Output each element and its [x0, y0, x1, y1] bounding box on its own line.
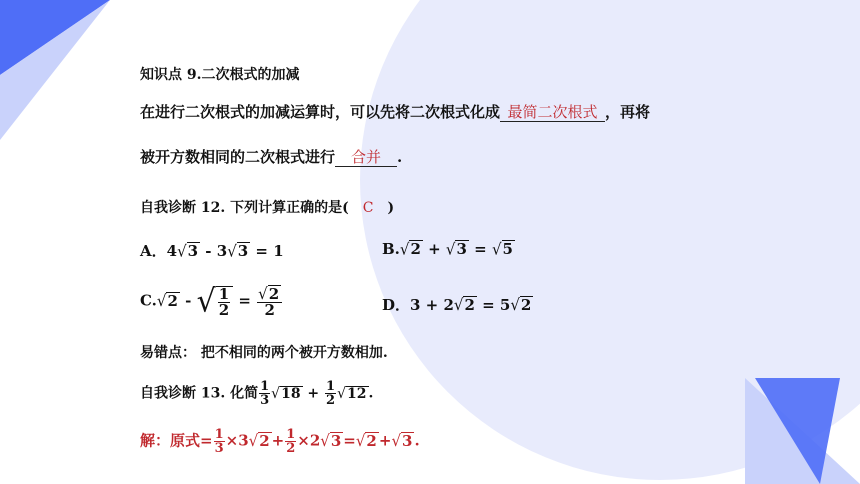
op: =	[233, 291, 257, 310]
op: -	[179, 291, 197, 310]
frac-num: 1	[214, 427, 224, 442]
radicand: 2	[167, 291, 178, 310]
radicand: 3	[402, 431, 413, 450]
period: .	[368, 385, 374, 402]
op: =	[343, 431, 356, 450]
option-d: D．3 + 2√2 = 5√2	[382, 295, 532, 315]
radicand: 2	[268, 284, 280, 303]
radicand: 3	[237, 242, 249, 260]
option-c: C.√2 - √ $\frac{1}{2}$ = $\frac{√2}{2}$	[140, 284, 283, 319]
concept-text-4: .	[397, 148, 403, 166]
option-c-label: C.	[140, 291, 157, 310]
result: 1	[273, 242, 284, 260]
section-heading: 知识点 9.二次根式的加减	[140, 67, 300, 83]
q12-close: )	[387, 200, 395, 216]
radicand: 2	[520, 296, 532, 314]
option-a-label: A．	[140, 242, 167, 260]
op: +	[420, 296, 444, 314]
blank-answer-1: 最简二次根式	[500, 103, 605, 122]
concept-text-3: 被开方数相同的二次根式进行	[140, 148, 336, 166]
frac-den: 2	[286, 441, 296, 456]
frac-den: 3	[214, 441, 224, 456]
coef: 5	[499, 296, 511, 314]
blank-answer-2: 合并	[335, 148, 397, 167]
question-13: 自我诊断 13. 化简 $\frac{1}{3}$ √18 + $\frac{1}{2}$ √12 .	[140, 379, 374, 408]
term: 3	[410, 296, 421, 314]
option-d-label: D．	[382, 296, 411, 314]
q12-answer: C	[362, 200, 374, 216]
frac-num: 1	[286, 427, 296, 442]
frac-den: 2	[218, 300, 230, 319]
radicand: 2	[410, 240, 421, 258]
solution-label: 解：原式=	[140, 431, 213, 450]
concept-text-1: 在进行二次根式的加减运算时，可以先将二次根式化成	[140, 103, 501, 121]
radicand: 12	[347, 385, 367, 402]
frac-num: 1	[260, 379, 270, 394]
radicand: 3	[330, 431, 342, 450]
period: .	[414, 431, 420, 450]
radicand: 5	[502, 240, 513, 258]
coef: 3	[216, 242, 228, 260]
radicand: 3	[187, 242, 199, 260]
solution: 解：原式= $\frac{1}{3}$ ×3√2 + $\frac{1}{2}$ ×2√3 =√2 +√3 .	[140, 427, 420, 456]
frac-num: 1	[326, 379, 336, 394]
op: +	[302, 385, 325, 402]
radicand: 2	[366, 431, 377, 450]
error-point	[140, 342, 388, 362]
option-a: A．4√3 - 3√3 = 1	[140, 241, 284, 261]
coef: 2	[443, 296, 454, 314]
q12-prompt: 自我诊断 12. 下列计算正确的是(	[140, 200, 349, 216]
radicand: 18	[281, 385, 301, 402]
option-b: B.√2 + √3 = √5	[382, 239, 513, 259]
error-text: 把不相同的两个被开方数相加.	[196, 345, 388, 361]
op: =	[476, 296, 500, 314]
radicand: 3	[456, 240, 467, 258]
question-12	[140, 197, 394, 217]
coef: 4	[166, 242, 178, 260]
op: +	[422, 240, 446, 258]
concept-line-2	[140, 146, 402, 167]
op: ×2	[297, 431, 321, 450]
q13-prompt: 自我诊断 13. 化简	[140, 385, 259, 402]
frac-den: 2	[326, 393, 336, 408]
concept-line-1	[140, 101, 650, 122]
option-b-label: B.	[382, 240, 400, 258]
radicand: 2	[464, 296, 475, 314]
op: -	[200, 242, 217, 260]
error-label: 易错点：	[140, 345, 196, 361]
op: +	[378, 431, 392, 450]
radicand: 2	[259, 431, 270, 450]
concept-text-2: ，再将	[605, 103, 651, 121]
frac-den: 3	[260, 393, 270, 408]
frac-den: 2	[264, 301, 275, 320]
op: =	[468, 240, 492, 258]
op: =	[250, 242, 274, 260]
op: +	[271, 431, 285, 450]
frac-num: 1	[218, 284, 230, 303]
op: ×3	[225, 431, 249, 450]
